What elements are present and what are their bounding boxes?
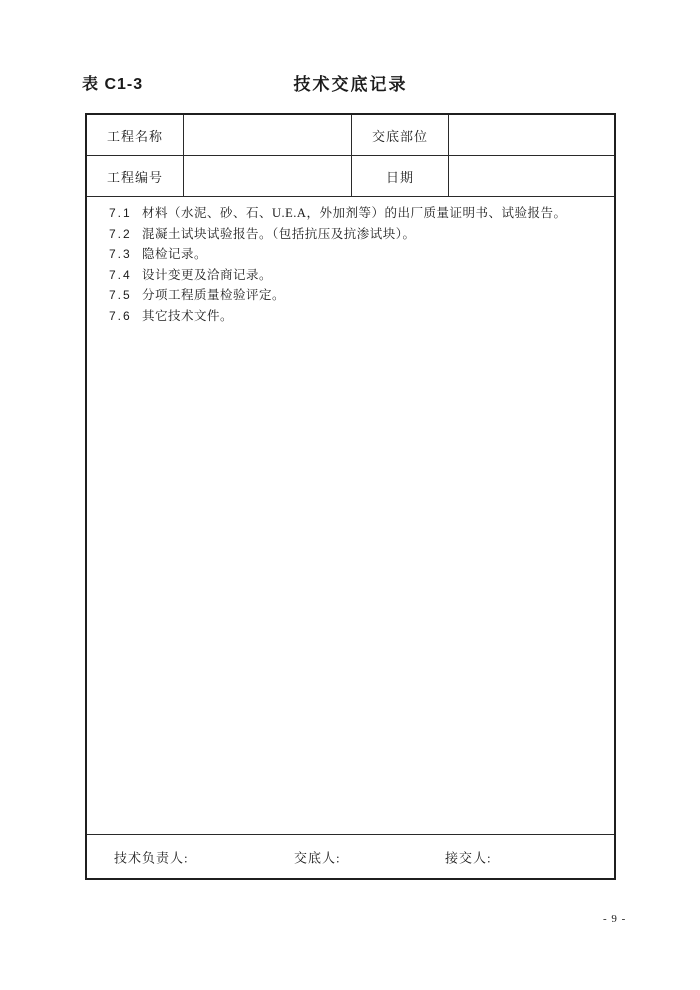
item-text: 混凝土试块试验报告。（包括抗压及抗渗试块）。 [142,226,416,241]
list-item [87,203,614,224]
item-number: 7.4 [109,267,132,282]
header-fields-grid [87,115,614,197]
disclosure-location-label: 交底部位 [352,115,449,156]
receiver-label: 接交人: [445,850,492,865]
list-item [87,265,614,286]
item-number: 7.3 [109,247,132,261]
form-code: 表 C1-3 [82,76,144,93]
list-item [87,285,614,306]
disclosure-location-value [449,115,614,156]
date-label: 日期 [352,156,449,197]
list-item [87,244,614,265]
project-number-label: 工程编号 [87,156,184,197]
item-text: 其它技术文件。 [142,308,234,323]
disclosure-form-table [85,113,616,880]
page-title: 技术交底记录 [293,75,408,94]
item-number: 7.1 [109,206,132,220]
list-item [87,224,614,245]
item-text: 隐检记录。 [142,247,208,261]
discloser-label: 交底人: [294,850,341,865]
item-text: 设计变更及洽商记录。 [142,267,273,282]
signature-row [87,835,614,878]
item-number: 7.5 [109,288,132,302]
disclosure-content-cell [87,197,614,835]
page-number: - 9 - [603,913,627,925]
project-number-value [184,156,352,197]
item-number: 7.2 [109,226,132,241]
item-text: 分项工程质量检验评定。 [142,288,286,302]
item-text: 材料（水泥、砂、石、U.E.A，外加剂等）的出厂质量证明书、试验报告。 [142,206,567,220]
date-value [449,156,614,197]
technical-director-label: 技术负责人: [114,850,189,865]
list-item [87,306,614,327]
project-name-value [184,115,352,156]
project-name-label: 工程名称 [87,115,184,156]
item-number: 7.6 [109,308,132,323]
